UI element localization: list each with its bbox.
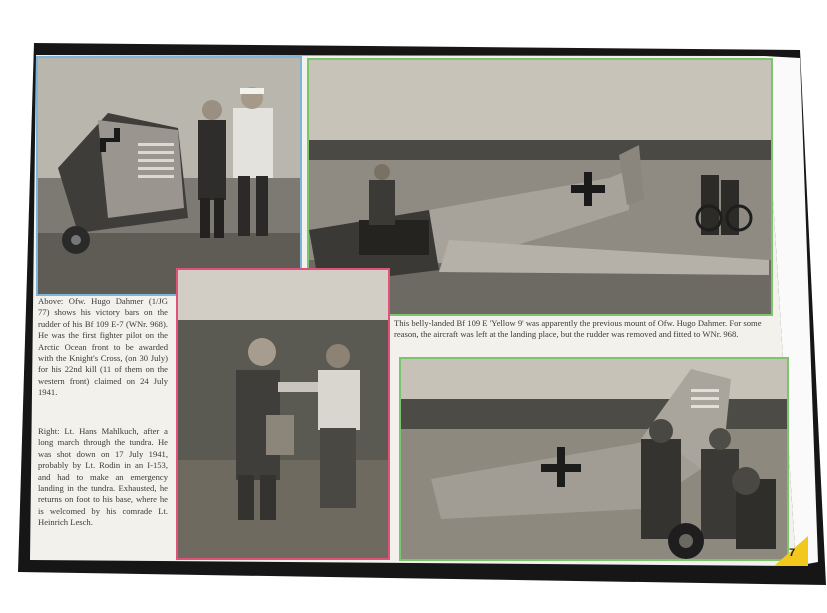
caption-dahmer: Above: Ofw. Hugo Dahmer (1/JG 77) shows his victory bars on the rudder of his Bf 109 E-7 (WNr. 968). He was the first fighter pilot on the Arctic Ocean front to be awarded with the Knight's Cross, (on 30 July) for his 22nd kill (11 of them on the western front) claimed on 24 July 1941. [38,296,168,398]
caption-mahlkuch: Right: Lt. Hans Mahlkuch, after a long march through the tundra. He was shot down on 17 July 1941, probably by Lt. Rodin in an I-153, and had to make an emergency landing in the tundra. Exhausted, he returns on foot to his base, where he is welcomed by his comrade Lt. Heinrich Lesch. [38,426,168,528]
photo-mahlkuch-return [176,268,390,560]
caption-yellow9: This belly-landed Bf 109 E 'Yellow 9' was apparently the previous mount of Ofw. Hugo Dahmer. For some reason, the aircraft was left at the landing place, but the rudder was removed and fitted to WNr. 968. [394,318,762,340]
photo-wreck-soldiers [399,357,789,561]
photo-dahmer-rudder [36,56,302,296]
page-number: 7 [788,547,796,559]
